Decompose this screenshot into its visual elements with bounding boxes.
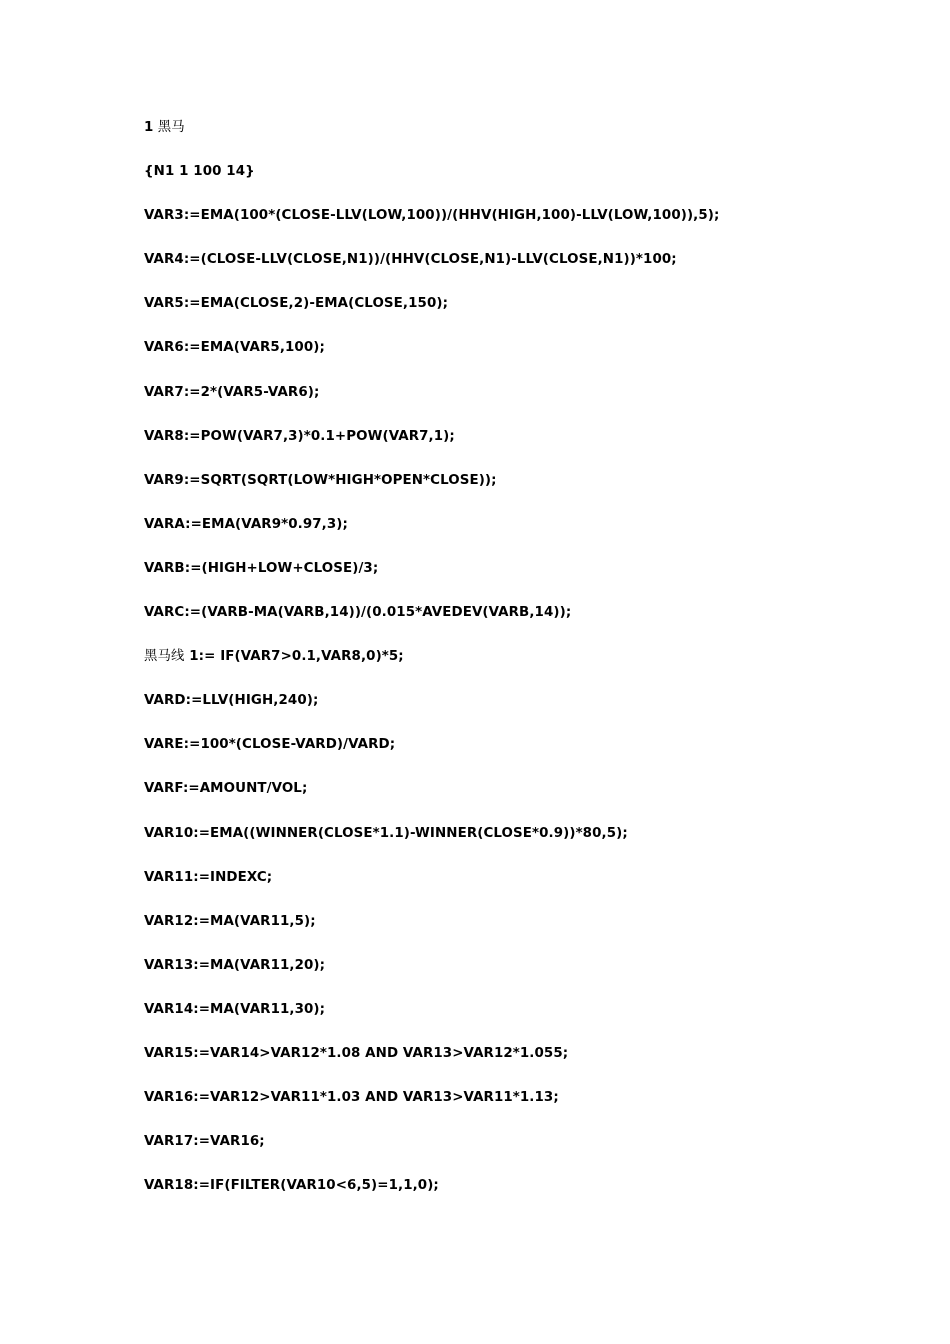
formula-line-var7: VAR7:=2*(VAR5-VAR6);	[144, 384, 320, 400]
formula-line-var15: VAR15:=VAR14>VAR12*1.08 AND VAR13>VAR12*1.055;	[144, 1045, 569, 1061]
formula-line-var17: VAR17:=VAR16;	[144, 1134, 265, 1150]
formula-line-varb: VARB:=(HIGH+LOW+CLOSE)/3;	[144, 560, 379, 576]
heima-label: 黑马线	[144, 649, 185, 665]
formula-line-var4: VAR4:=(CLOSE-LLV(CLOSE,N1))/(HHV(CLOSE,N1)-LLV(CLOSE,N1))*100;	[144, 252, 677, 268]
formula-line-var14: VAR14:=MA(VAR11,30);	[144, 1001, 326, 1017]
formula-line-varf: VARF:=AMOUNT/VOL;	[144, 781, 308, 797]
formula-line-var3: VAR3:=EMA(100*(CLOSE-LLV(LOW,100))/(HHV(HIGH,100)-LLV(LOW,100)),5);	[144, 208, 720, 224]
formula-line-var16: VAR16:=VAR12>VAR11*1.03 AND VAR13>VAR11*1.13;	[144, 1090, 559, 1106]
formula-line-varc: VARC:=(VARB-MA(VARB,14))/(0.015*AVEDEV(VARB,14));	[144, 605, 572, 621]
formula-line-vare: VARE:=100*(CLOSE-VARD)/VARD;	[144, 737, 396, 753]
formula-line-var5: VAR5:=EMA(CLOSE,2)-EMA(CLOSE,150);	[144, 296, 449, 312]
formula-line-var12: VAR12:=MA(VAR11,5);	[144, 913, 316, 929]
heading-line	[144, 117, 904, 161]
heading-title-text: 黑马	[157, 120, 185, 135]
formula-line-vard: VARD:=LLV(HIGH,240);	[144, 693, 319, 709]
heima-formula: 1:= IF(VAR7>0.1,VAR8,0)*5;	[184, 649, 404, 665]
heading-title	[153, 120, 184, 135]
formula-line-var18: VAR18:=IF(FILTER(VAR10<6,5)=1,1,0);	[144, 1178, 439, 1194]
heading-number: 1	[144, 120, 154, 135]
params-line: {N1 1 100 14}	[144, 164, 255, 180]
formula-line-var9: VAR9:=SQRT(SQRT(LOW*HIGH*OPEN*CLOSE));	[144, 472, 497, 488]
formula-line-var13: VAR13:=MA(VAR11,20);	[144, 957, 326, 973]
formula-line-var10: VAR10:=EMA((WINNER(CLOSE*1.1)-WINNER(CLOSE*0.9))*80,5);	[144, 825, 628, 841]
formula-line-var6: VAR6:=EMA(VAR5,100);	[144, 340, 325, 356]
formula-line-var11: VAR11:=INDEXC;	[144, 869, 273, 885]
formula-line-var8: VAR8:=POW(VAR7,3)*0.1+POW(VAR7,1);	[144, 428, 455, 444]
document-body	[144, 117, 904, 1219]
formula-line-vara: VARA:=EMA(VAR9*0.97,3);	[144, 516, 348, 532]
formula-line-heima	[144, 646, 904, 690]
